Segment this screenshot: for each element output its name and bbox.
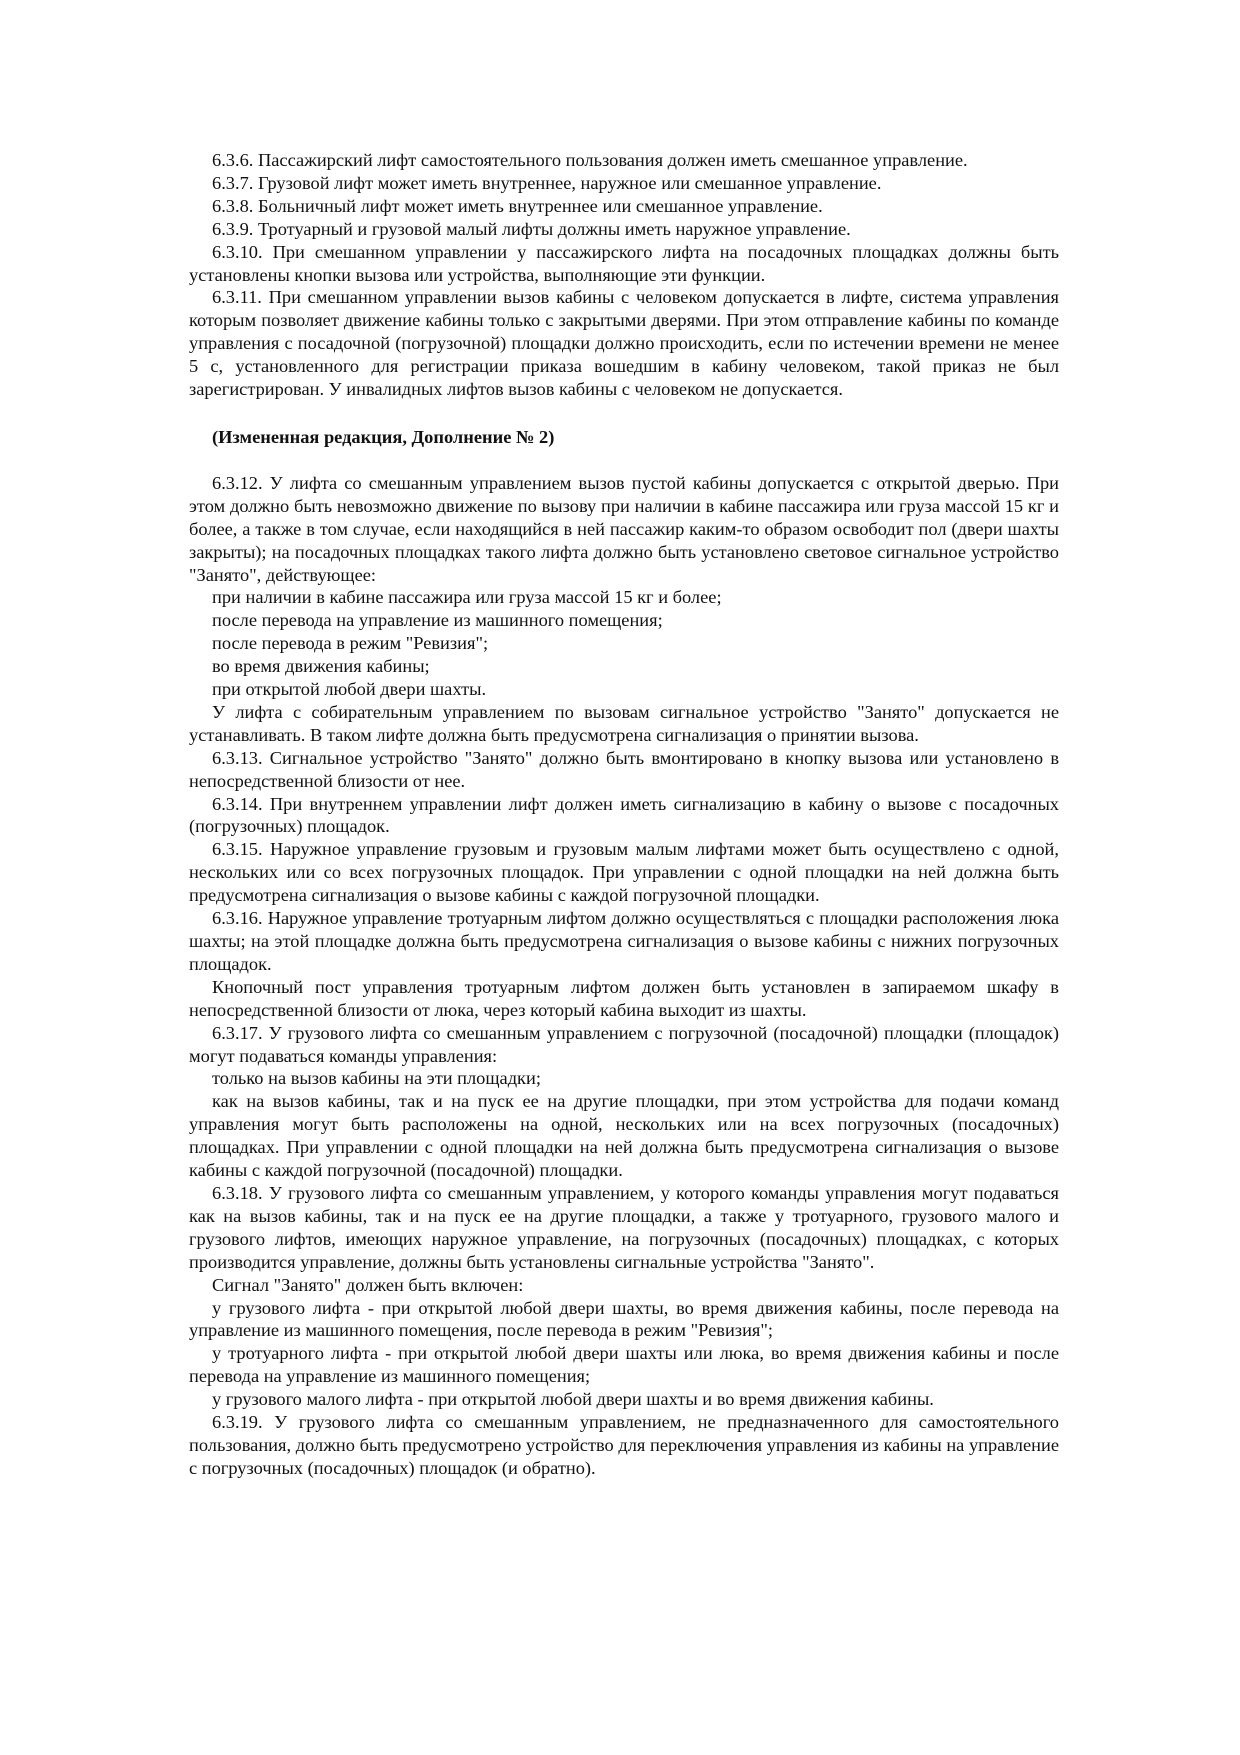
paragraph-6-3-7: 6.3.7. Грузовой лифт может иметь внутреннее, наружное или смешанное управление. [212, 172, 882, 193]
paragraph-button-post: Кнопочный пост управления тротуарным лифтом должен быть установлен в запираемом шкафу в непосредственной близости от люка, через который кабина выходит из шахты. [189, 976, 1059, 1020]
list-item: при открытой любой двери шахты. [212, 679, 487, 700]
paragraph-6-3-8: 6.3.8. Больничный лифт может иметь внутреннее или смешанное управление. [212, 195, 823, 216]
paragraph-6-3-13: 6.3.13. Сигнальное устройство "Занято" должно быть вмонтировано в кнопку вызова или установлено в непосредственной близости от нее. [189, 747, 1059, 791]
list-item: только на вызов кабины на эти площадки; [212, 1068, 541, 1089]
paragraph-6-3-19: 6.3.19. У грузового лифта со смешанным управлением, не предназначенного для самостоятельного пользования, должно быть предусмотрено устройство для переключения управления из кабины на управление с погрузочных (посадочных) площадок (и обратно). [189, 1412, 1059, 1478]
document-page [189, 149, 1059, 1480]
list-item: у грузового лифта - при открытой любой двери шахты, во время движения кабины, после перевода на управление из машинного помещения, после перевода в режим "Ревизия"; [189, 1297, 1059, 1341]
paragraph-6-3-12: 6.3.12. У лифта со смешанным управлением вызов пустой кабины допускается с открытой дверью. При этом должно быть невозможно движение по вызову при наличии в кабине пассажира или груза массой 15 кг и более, а также в том случае, если находящийся в ней пассажир каким-то образом освободит пол (двери шахты закрыты); на посадочных площадках такого лифта должно быть установлено световое сигнальное устройство "Занято", действующее: [189, 472, 1059, 585]
list-item: у грузового малого лифта - при открытой любой двери шахты и во время движения кабины. [212, 1389, 934, 1410]
paragraph-6-3-14: 6.3.14. При внутреннем управлении лифт должен иметь сигнализацию в кабину о вызове с посадочных (погрузочных) площадок. [189, 793, 1059, 837]
list-item: после перевода в режим "Ревизия"; [212, 633, 489, 654]
list-item: у тротуарного лифта - при открытой любой двери шахты или люка, во время движения кабины и после перевода на управление из машинного помещения; [189, 1343, 1059, 1387]
amendment-heading: (Измененная редакция, Дополнение № 2) [212, 426, 555, 447]
paragraph-6-3-11: 6.3.11. При смешанном управлении вызов кабины с человеком допускается в лифте, система управления которым позволяет движение кабины только с закрытыми дверями. При этом отправление кабины по команде управления с посадочной (погрузочной) площадки должно происходить, если по истечении времени не менее 5 с, установленного для регистрации приказа вошедшим в кабину человеком, такой приказ не был зарегистрирован. У инвалидных лифтов вызов кабины с человеком не допускается. [189, 287, 1059, 400]
paragraph-6-3-18: 6.3.18. У грузового лифта со смешанным управлением, у которого команды управления могут подаваться как на вызов кабины, так и на пуск ее на другие площадки, а также у тротуарного, грузового малого и грузового лифтов, имеющих наружное управление, на погрузочных (посадочных) площадках, с которых производится управление, должны быть установлены сигнальные устройства "Занято". [189, 1182, 1059, 1272]
paragraph-busy-signal: Сигнал "Занято" должен быть включен: [212, 1274, 524, 1295]
paragraph-6-3-17: 6.3.17. У грузового лифта со смешанным управлением с погрузочной (посадочной) площадки (площадок) могут подаваться команды управления: [189, 1022, 1059, 1066]
paragraph-6-3-16: 6.3.16. Наружное управление тротуарным лифтом должно осуществляться с площадки расположения люка шахты; на этой площадке должна быть предусмотрена сигнализация о вызове кабины с нижних погрузочных площадок. [189, 908, 1059, 974]
list-item: во время движения кабины; [212, 656, 430, 677]
list-item: при наличии в кабине пассажира или груза массой 15 кг и более; [212, 587, 722, 608]
paragraph-collective-control: У лифта с собирательным управлением по вызовам сигнальное устройство "Занято" допускается не устанавливать. В таком лифте должна быть предусмотрена сигнализация о принятии вызова. [189, 701, 1059, 745]
list-item: как на вызов кабины, так и на пуск ее на другие площадки, при этом устройства для подачи команд управления могут быть расположены на одной, нескольких или на всех погрузочных (посадочных) площадках. При управлении с одной площадки на ней должна быть предусмотрена сигнализация о вызове кабины с каждой погрузочной (посадочной) площадки. [189, 1091, 1059, 1181]
paragraph-6-3-6: 6.3.6. Пассажирский лифт самостоятельного пользования должен иметь смешанное управление. [212, 150, 968, 170]
paragraph-6-3-10: 6.3.10. При смешанном управлении у пассажирского лифта на посадочных площадках должны быть установлены кнопки вызова или устройства, выполняющие эти функции. [189, 241, 1059, 285]
list-item: после перевода на управление из машинного помещения; [212, 610, 663, 631]
paragraph-6-3-15: 6.3.15. Наружное управление грузовым и грузовым малым лифтами может быть осуществлено с одной, нескольких или со всех погрузочных площадок. При управлении с одной площадки на ней должна быть предусмотрена сигнализация о вызове кабины с каждой погрузочной площадки. [189, 839, 1059, 906]
paragraph-6-3-9: 6.3.9. Тротуарный и грузовой малый лифты должны иметь наружное управление. [212, 218, 851, 239]
